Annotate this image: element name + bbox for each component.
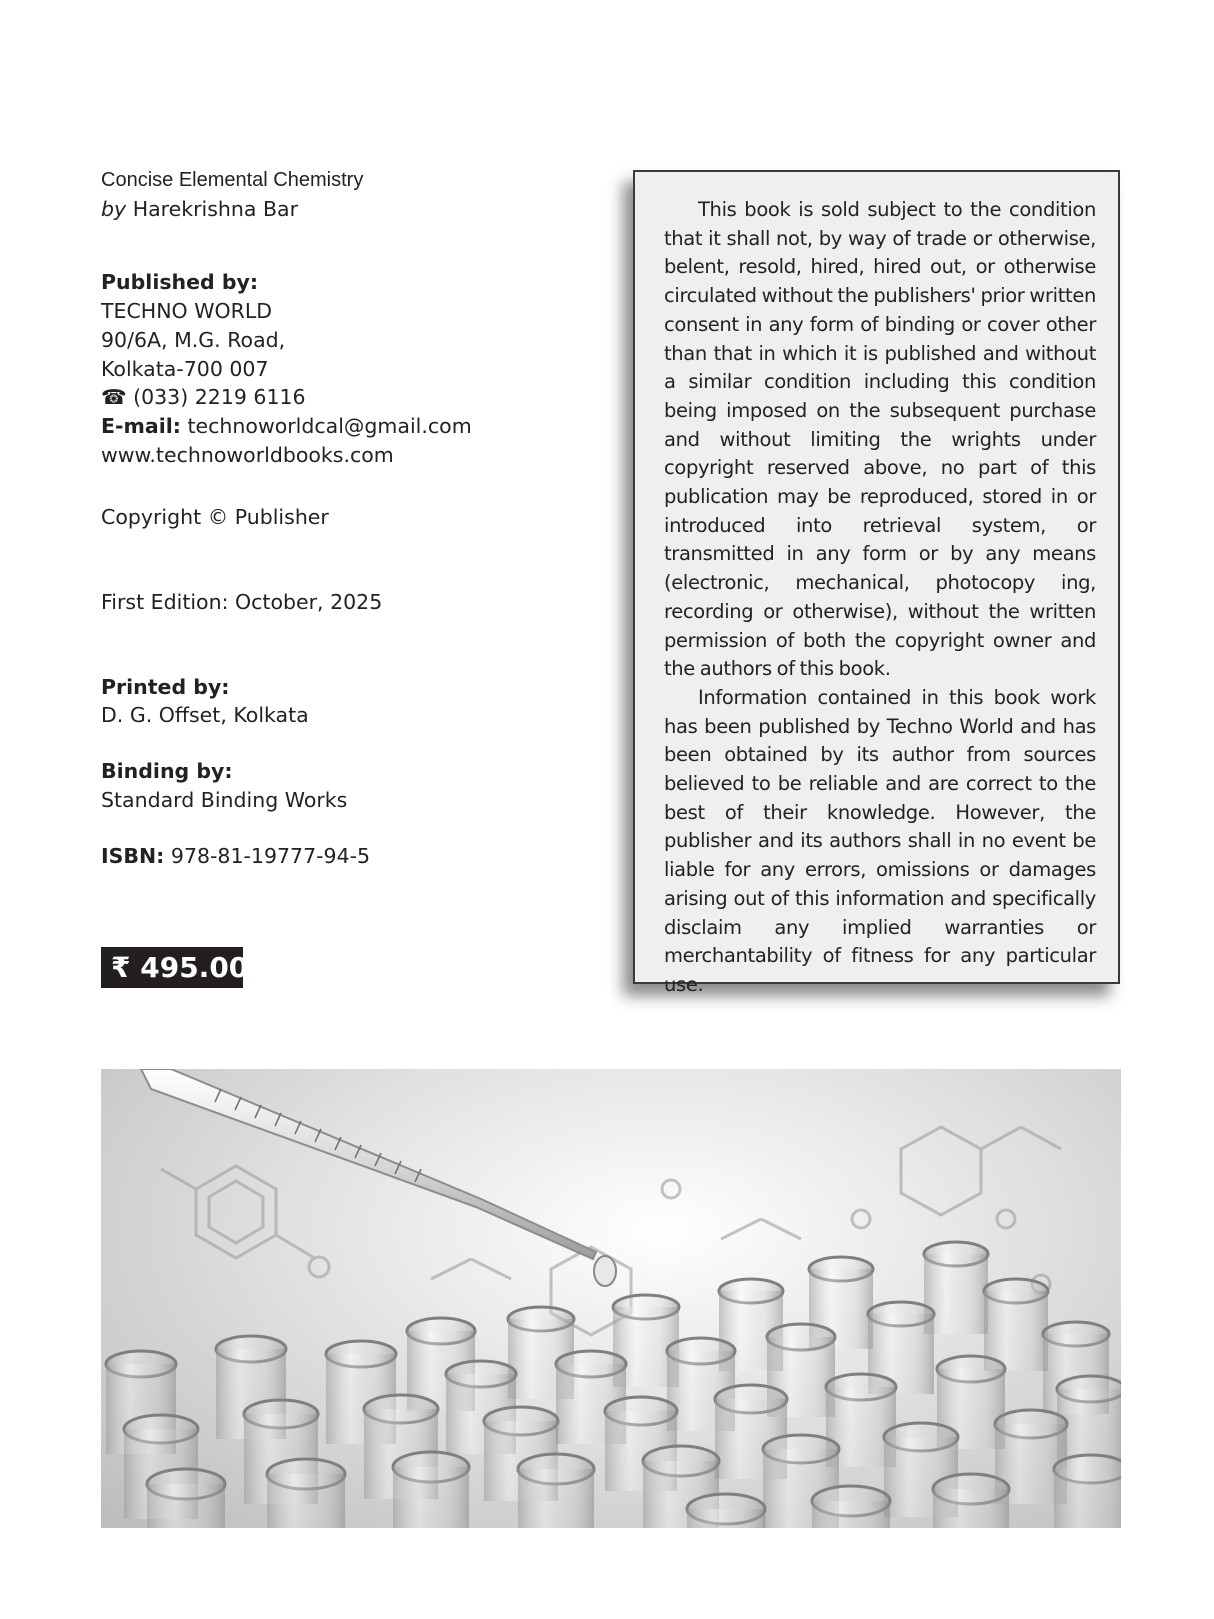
telephone-icon: ☎ xyxy=(101,385,127,410)
isbn-label: ISBN: xyxy=(101,843,165,868)
by-word: by xyxy=(101,196,127,221)
email-label: E-mail: xyxy=(101,413,181,438)
copyright-line xyxy=(101,503,601,532)
copyright-holder: Publisher xyxy=(234,505,329,530)
publisher-website[interactable]: www.technoworldbooks.com xyxy=(101,442,394,467)
byline xyxy=(101,195,601,224)
publisher-email xyxy=(101,412,601,441)
isbn-line xyxy=(101,842,601,871)
copyright-notice-box xyxy=(633,170,1120,996)
edition-line: First Edition: October, 2025 xyxy=(101,590,383,615)
author-name: Harekrishna Bar xyxy=(132,196,299,221)
copyright-prefix: Copyright xyxy=(101,505,202,530)
book-title: Concise Elemental Chemistry xyxy=(101,169,364,191)
email-address[interactable]: technoworldcal@gmail.com xyxy=(187,413,472,438)
copyright-symbol: © xyxy=(207,505,229,530)
isbn-value: 978-81-19777-94-5 xyxy=(170,843,371,868)
binder-name: Standard Binding Works xyxy=(101,787,348,812)
test-tubes-illustration xyxy=(101,1069,1121,1528)
notice-paragraph-1: This book is sold subject to the condition that it shall not, by way of trade or otherwise, belent, resold, hired, hired out, or otherwise circulated without the publishers' prior written consent in any form of binding or cover other than that in which it is published and without a similar condition including this condition being imposed on the subsequent purchase and without limiting the wrights under copyright reserved above, no part of this publication may be reproduced, stored in or introduced into retrieval system, or transmitted in any form or by any means (electronic, mechanical, photocopy ing, recording or otherwise), without the written permission of both the copyright owner and the authors of this book. xyxy=(664,198,1096,681)
publisher-address-line1: 90/6A, M.G. Road, xyxy=(101,327,286,352)
publisher-address-line2: Kolkata-700 007 xyxy=(101,356,269,381)
test-tube-rack xyxy=(106,1242,1121,1528)
phone-number: (033) 2219 6116 xyxy=(133,385,306,410)
pipette xyxy=(141,1069,616,1286)
imprint-details xyxy=(101,166,601,870)
lab-test-tubes-photo xyxy=(101,1069,1121,1528)
printed-by-label: Printed by: xyxy=(101,674,230,699)
publisher-name: TECHNO WORLD xyxy=(101,299,273,324)
notice-paragraph-2: Information contained in this book work has been published by Techno World and has been obtained by its author from sources believed to be reliable and are correct to the best of their knowledge. However, the publisher and its authors shall in no event be liable for any errors, omissions or damages arising out of this information and specifically disclaim any implied warranties or merchantability of fitness for any particular use. xyxy=(664,685,1096,996)
printer-name: D. G. Offset, Kolkata xyxy=(101,703,309,728)
published-by-label: Published by: xyxy=(101,270,259,295)
binding-by-label: Binding by: xyxy=(101,759,233,784)
publisher-phone xyxy=(101,383,601,412)
price-badge: ₹ 495.00 xyxy=(101,947,243,988)
